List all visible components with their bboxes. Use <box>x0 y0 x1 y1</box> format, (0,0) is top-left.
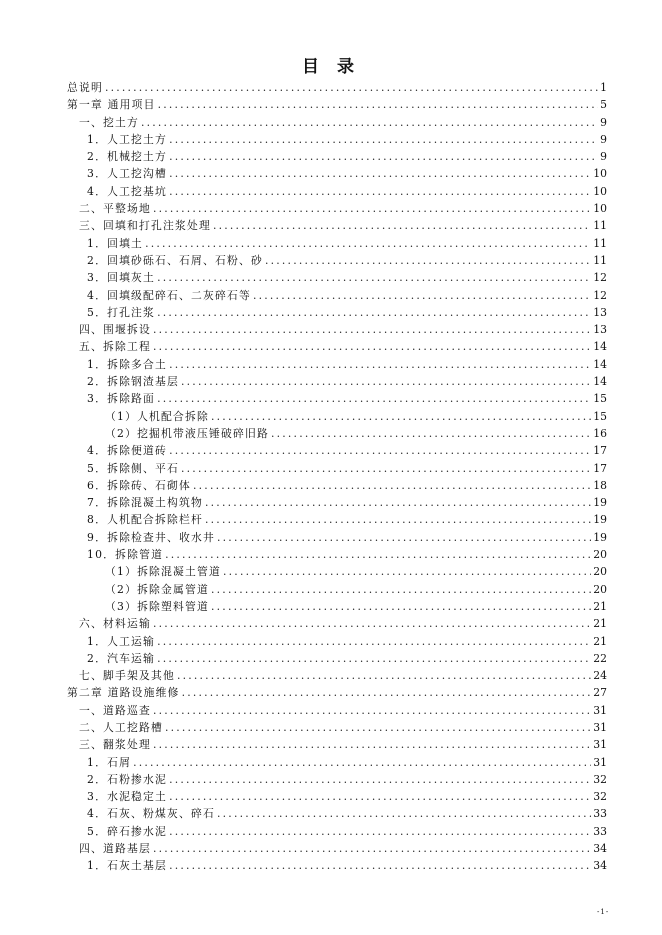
toc-entry[interactable] <box>67 547 607 564</box>
toc-entry-page-number: 27 <box>593 686 607 700</box>
toc-entry-page-number: 16 <box>593 426 607 440</box>
toc-entry-label: 四、围堰拆设 <box>79 323 151 337</box>
dot-leader <box>211 600 591 613</box>
toc-entry-page-number: 10 <box>593 184 607 198</box>
dot-leader <box>153 842 591 855</box>
toc-entry[interactable] <box>67 443 607 460</box>
toc-entry-label: 一、挖土方 <box>79 115 139 129</box>
toc-entry[interactable] <box>67 616 607 633</box>
toc-entry-page-number: 21 <box>593 617 607 631</box>
dot-leader <box>169 444 591 457</box>
dot-leader <box>133 756 591 769</box>
toc-entry[interactable] <box>67 582 607 599</box>
toc-entry[interactable] <box>67 201 607 218</box>
dot-leader <box>145 237 591 250</box>
toc-entry[interactable] <box>67 391 607 408</box>
dot-leader <box>253 289 591 302</box>
dot-leader <box>213 219 591 232</box>
toc-entry[interactable] <box>67 97 607 114</box>
page-number-footer: -1- <box>597 908 610 916</box>
dot-leader <box>169 859 591 872</box>
toc-entry-label: 5．拆除侧、平石 <box>87 461 180 475</box>
toc-entry[interactable] <box>67 789 607 806</box>
toc-entry-page-number: 13 <box>593 305 607 319</box>
toc-entry[interactable] <box>67 634 607 651</box>
dot-leader <box>181 375 591 388</box>
toc-entry[interactable] <box>67 720 607 737</box>
toc-entry-label: （3）拆除塑料管道 <box>105 599 210 613</box>
toc-entry[interactable] <box>67 599 607 616</box>
toc-entry-page-number: 10 <box>593 202 607 216</box>
toc-entry[interactable] <box>67 806 607 823</box>
toc-entry[interactable] <box>67 703 607 720</box>
toc-entry-label: 六、材料运输 <box>79 617 151 631</box>
toc-entry-page-number: 33 <box>593 807 607 821</box>
toc-entry-label: 5．碎石掺水泥 <box>87 824 168 838</box>
toc-entry[interactable] <box>67 115 607 132</box>
toc-entry-page-number: 33 <box>593 824 607 838</box>
toc-entry-label: 4．人工挖基坑 <box>87 184 168 198</box>
dot-leader <box>157 306 591 319</box>
toc-entry-page-number: 34 <box>593 859 607 873</box>
toc-entry[interactable] <box>67 512 607 529</box>
toc-entry-label: 3．回填灰土 <box>87 271 156 285</box>
dot-leader <box>169 150 598 163</box>
toc-entry[interactable] <box>67 737 607 754</box>
dot-leader <box>153 617 591 630</box>
toc-entry[interactable] <box>67 270 607 287</box>
dot-leader <box>205 496 591 509</box>
toc-entry[interactable] <box>67 409 607 426</box>
toc-entry[interactable] <box>67 478 607 495</box>
toc-entry[interactable] <box>67 166 607 183</box>
toc-entry-page-number: 18 <box>593 478 607 492</box>
dot-leader <box>217 807 591 820</box>
dot-leader <box>169 167 591 180</box>
dot-leader <box>153 704 591 717</box>
toc-entry[interactable] <box>67 374 607 391</box>
toc-entry-label: 七、脚手架及其他 <box>79 669 175 683</box>
toc-entry[interactable] <box>67 253 607 270</box>
toc-entry-label: 3．人工挖沟槽 <box>87 167 168 181</box>
toc-entry[interactable] <box>67 132 607 149</box>
dot-leader <box>177 669 591 682</box>
dot-leader <box>153 202 591 215</box>
dot-leader <box>105 81 598 94</box>
toc-entry-page-number: 17 <box>593 444 607 458</box>
toc-entry[interactable] <box>67 305 607 322</box>
toc-entry[interactable] <box>67 564 607 581</box>
toc-entry-page-number: 24 <box>593 669 607 683</box>
toc-entry[interactable] <box>67 288 607 305</box>
toc-entry-label: 9．拆除检查井、收水井 <box>87 530 216 544</box>
toc-entry-label: 1．回填土 <box>87 236 144 250</box>
toc-entry-label: 6．拆除砖、石砌体 <box>87 478 192 492</box>
toc-entry-label: 8．人机配合拆除栏杆 <box>87 513 204 527</box>
dot-leader <box>223 565 591 578</box>
dot-leader <box>141 116 598 129</box>
toc-entry-label: 三、回填和打孔注浆处理 <box>79 219 211 233</box>
toc-entry-label: 10．拆除管道 <box>87 548 164 562</box>
toc-entry[interactable] <box>67 339 607 356</box>
toc-entry-page-number: 31 <box>593 755 607 769</box>
toc-entry[interactable] <box>67 184 607 201</box>
toc-entry[interactable] <box>67 841 607 858</box>
dot-leader <box>211 583 591 596</box>
toc-entry-page-number: 15 <box>593 409 607 423</box>
toc-entry-page-number: 21 <box>593 599 607 613</box>
dot-leader <box>157 652 591 665</box>
dot-leader <box>181 462 591 475</box>
toc-entry-page-number: 11 <box>593 236 607 250</box>
toc-entry-page-number: 20 <box>593 548 607 562</box>
toc-entry-page-number: 1 <box>600 81 607 94</box>
dot-leader <box>157 271 591 284</box>
toc-entry-page-number: 11 <box>593 253 607 267</box>
toc-entry[interactable] <box>67 218 607 235</box>
toc-entry[interactable] <box>67 322 607 339</box>
toc-entry-label: 二、人工挖路槽 <box>79 720 163 734</box>
toc-entry-page-number: 32 <box>593 790 607 804</box>
toc-entry-page-number: 14 <box>593 375 607 389</box>
toc-entry-label: 4．拆除便道砖 <box>87 444 168 458</box>
toc-entry-page-number: 9 <box>600 150 607 164</box>
dot-leader <box>169 133 598 146</box>
dot-leader <box>165 548 591 561</box>
toc-entry-label: 1．人工挖土方 <box>87 132 168 146</box>
toc-entry-label: 五、拆除工程 <box>79 340 151 354</box>
dot-leader <box>153 340 591 353</box>
dot-leader <box>182 686 592 699</box>
toc-entry-page-number: 5 <box>600 98 607 112</box>
toc-entry-label: 1．人工运输 <box>87 634 156 648</box>
toc-entry-label: 2．机械挖土方 <box>87 150 168 164</box>
toc-entry-page-number: 34 <box>593 842 607 856</box>
dot-leader <box>211 410 591 423</box>
toc-entry-label: 2．拆除钢渣基层 <box>87 375 180 389</box>
toc-entry[interactable] <box>67 80 607 97</box>
toc-entry-label: 4．石灰、粉煤灰、碎石 <box>87 807 216 821</box>
toc-entry[interactable] <box>67 426 607 443</box>
toc-entry-page-number: 14 <box>593 340 607 354</box>
toc-entry-label: 2．回填砂砾石、石屑、石粉、砂 <box>87 253 264 267</box>
toc-entry-label: （1）拆除混凝土管道 <box>105 565 222 579</box>
toc-entry-label: 第一章 通用项目 <box>67 98 156 112</box>
toc-entry-page-number: 11 <box>593 219 607 233</box>
dot-leader <box>169 825 591 838</box>
dot-leader <box>157 392 591 405</box>
toc-entry-page-number: 13 <box>593 323 607 337</box>
toc-entry-page-number: 17 <box>593 461 607 475</box>
toc-entry-page-number: 32 <box>593 772 607 786</box>
dot-leader <box>271 427 591 440</box>
toc-entry-page-number: 19 <box>593 530 607 544</box>
dot-leader <box>158 98 599 111</box>
toc-entry-page-number: 12 <box>593 271 607 285</box>
toc-entry[interactable] <box>67 495 607 512</box>
toc-entry-page-number: 15 <box>593 392 607 406</box>
toc-entry-page-number: 31 <box>593 703 607 717</box>
toc-entry-label: （2）挖掘机带液压锤破碎旧路 <box>105 426 270 440</box>
toc-entry-page-number: 21 <box>593 634 607 648</box>
dot-leader <box>157 635 591 648</box>
toc-entry-page-number: 12 <box>593 288 607 302</box>
dot-leader <box>169 185 591 198</box>
toc-entry-page-number: 10 <box>593 167 607 181</box>
toc-entry[interactable] <box>67 149 607 166</box>
toc-entry[interactable] <box>67 357 607 374</box>
toc-entry-label: 1．拆除多合土 <box>87 357 168 371</box>
toc-entry[interactable] <box>67 236 607 253</box>
dot-leader <box>169 773 591 786</box>
toc-entry-page-number: 14 <box>593 357 607 371</box>
toc-entry-label: 2．汽车运输 <box>87 651 156 665</box>
toc-entry-label: （1）人机配合拆除 <box>105 409 210 423</box>
toc-entry-label: 4．回填级配碎石、二灰碎石等 <box>87 288 252 302</box>
toc-entry-label: 1．石灰土基层 <box>87 859 168 873</box>
dot-leader <box>217 531 591 544</box>
toc-entry-page-number: 22 <box>593 651 607 665</box>
dot-leader <box>153 738 591 751</box>
dot-leader <box>265 254 591 267</box>
toc-entry-label: 一、道路巡查 <box>79 703 151 717</box>
dot-leader <box>205 513 591 526</box>
toc-entry[interactable] <box>67 824 607 841</box>
toc-entry-page-number: 31 <box>593 720 607 734</box>
toc-entry[interactable] <box>67 858 607 875</box>
toc-entry[interactable] <box>67 755 607 772</box>
toc-entry[interactable] <box>67 685 607 702</box>
toc-entry[interactable] <box>67 668 607 685</box>
toc-entry-page-number: 20 <box>593 582 607 596</box>
dot-leader <box>165 721 591 734</box>
toc-entry-label: 3．水泥稳定土 <box>87 790 168 804</box>
toc-entry[interactable] <box>67 530 607 547</box>
toc-entry-page-number: 31 <box>593 738 607 752</box>
dot-leader <box>153 323 591 336</box>
toc-entry-label: 7．拆除混凝土构筑物 <box>87 496 204 510</box>
toc-entry-label: 二、平整场地 <box>79 202 151 216</box>
toc-entry-label: 第二章 道路设施维修 <box>67 686 180 700</box>
toc-entry[interactable] <box>67 772 607 789</box>
toc-entry[interactable] <box>67 461 607 478</box>
toc-entry-label: 四、道路基层 <box>79 842 151 856</box>
dot-leader <box>169 358 591 371</box>
toc-entry-page-number: 19 <box>593 513 607 527</box>
toc-entry-label: 5．打孔注浆 <box>87 305 156 319</box>
toc-entry-page-number: 20 <box>593 565 607 579</box>
toc-entry-label: 2．石粉掺水泥 <box>87 772 168 786</box>
toc-entry-label: 3．拆除路面 <box>87 392 156 406</box>
toc-entry-page-number: 9 <box>600 132 607 146</box>
page-title: 目 录 <box>302 57 360 77</box>
toc-entry-page-number: 19 <box>593 496 607 510</box>
toc-entry-label: 三、翻浆处理 <box>79 738 151 752</box>
toc-entry-label: 总说明 <box>67 81 103 94</box>
dot-leader <box>193 479 591 492</box>
toc-entry[interactable] <box>67 651 607 668</box>
toc-entry-label: （2）拆除金属管道 <box>105 582 210 596</box>
table-of-contents <box>67 80 607 876</box>
toc-entry-label: 1．石屑 <box>87 755 132 769</box>
toc-entry-page-number: 9 <box>600 115 607 129</box>
dot-leader <box>169 790 591 803</box>
